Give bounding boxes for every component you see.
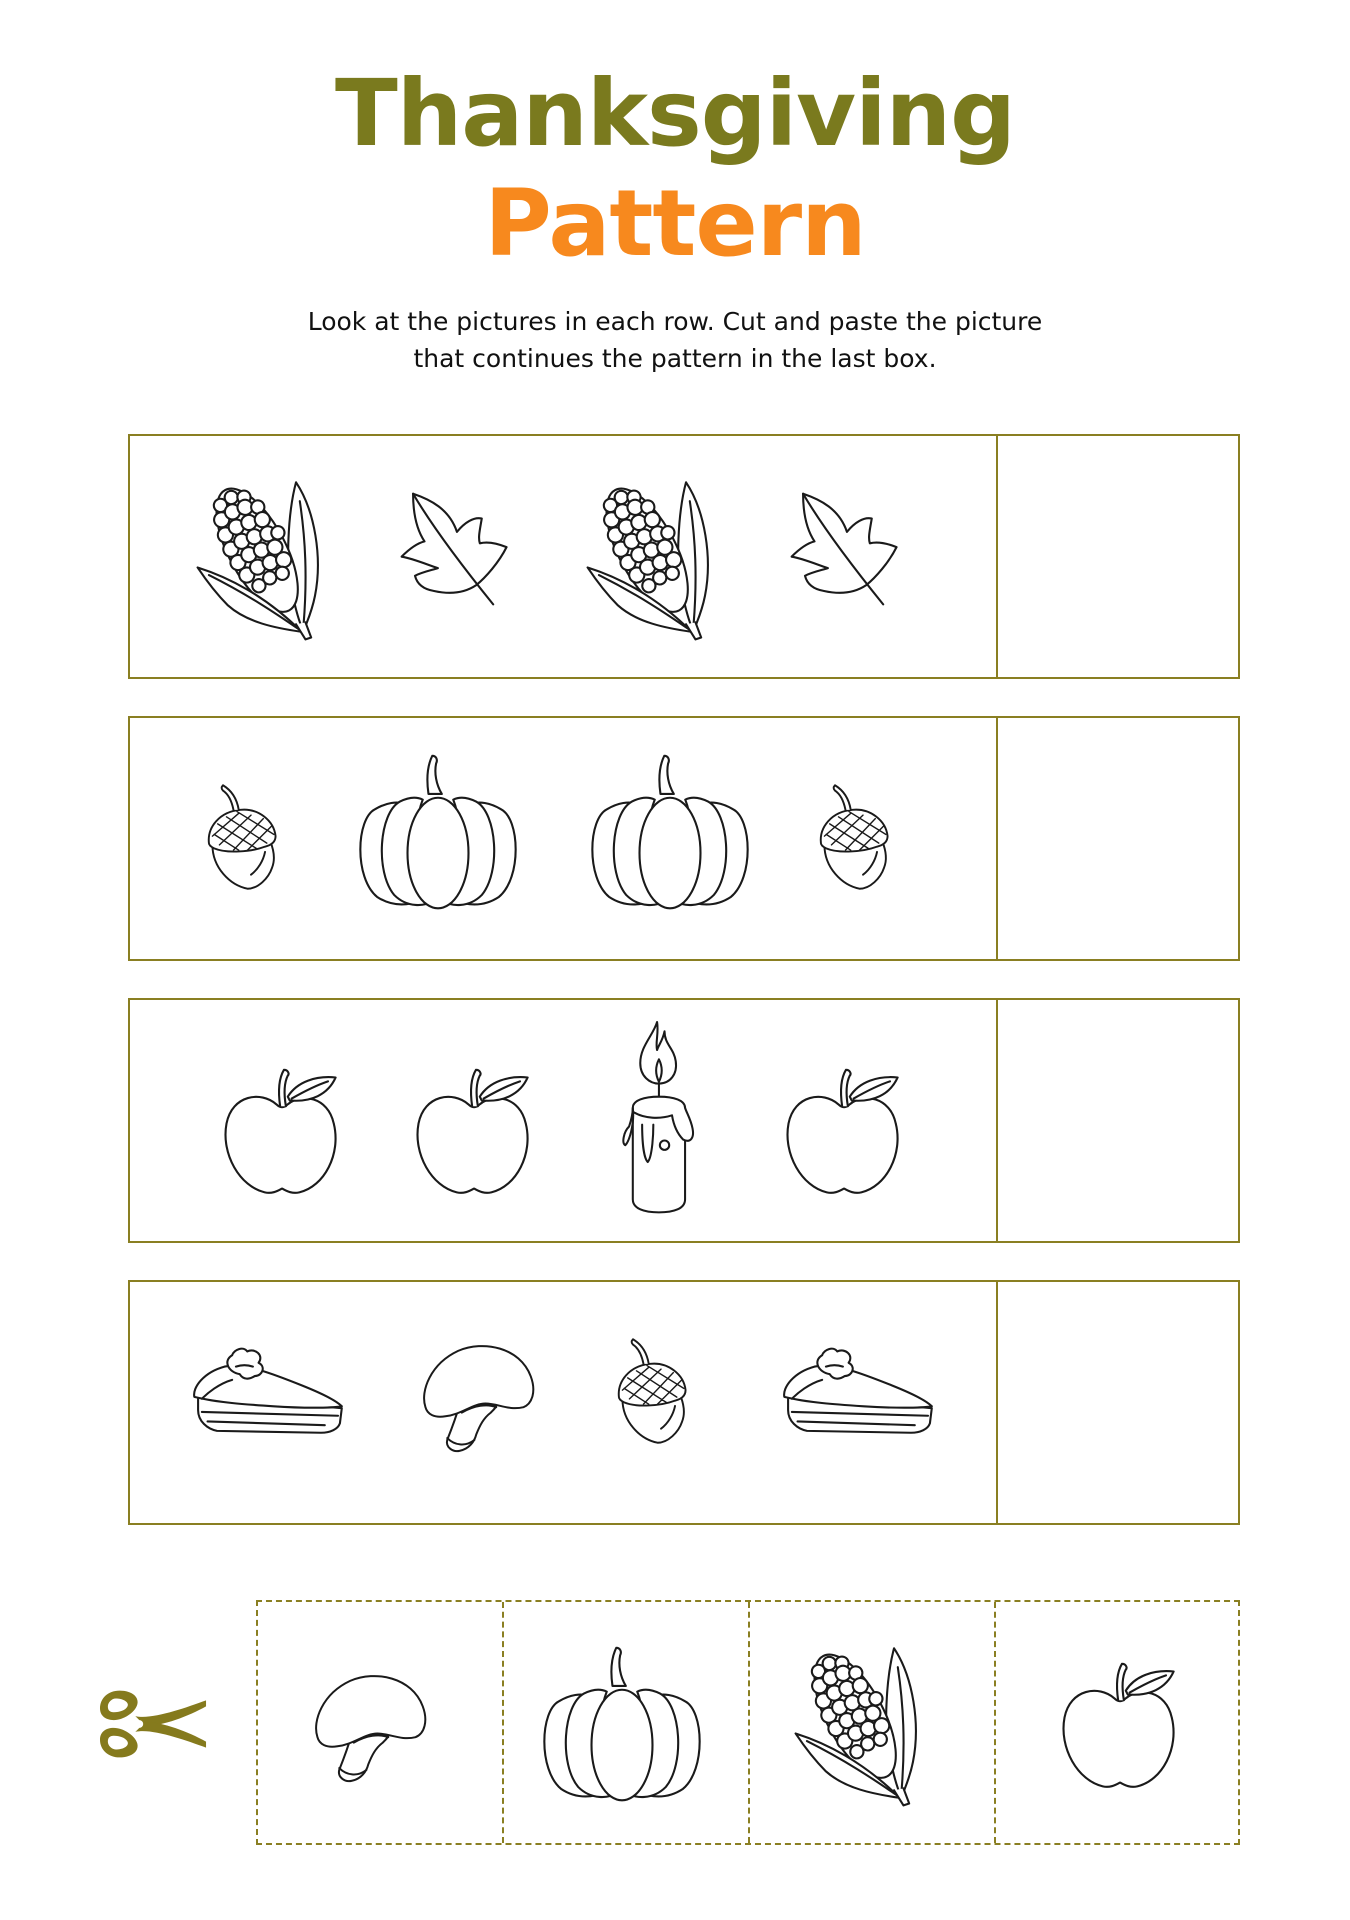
pumpkin-icon — [584, 752, 756, 914]
pattern-row-3 — [128, 998, 1240, 1243]
scissors-icon — [100, 1684, 208, 1764]
leaf-icon — [394, 488, 518, 612]
mushroom-icon — [420, 1340, 538, 1458]
answer-box-row-4[interactable] — [996, 1280, 1242, 1525]
acorn-icon — [610, 1334, 698, 1448]
apple-icon[interactable] — [1058, 1660, 1184, 1794]
leaf-icon — [784, 488, 908, 612]
cut-line — [994, 1602, 996, 1843]
pumpkin-icon — [352, 752, 524, 914]
pattern-row-4 — [128, 1280, 1240, 1525]
answer-box-row-1[interactable] — [996, 434, 1242, 679]
cutout-strip — [256, 1600, 1240, 1845]
instructions-line-1: Look at the pictures in each row. Cut and paste the picture — [307, 307, 1043, 336]
apple-icon — [412, 1066, 538, 1200]
instructions-line-2: that continues the pattern in the last box. — [413, 344, 937, 373]
pie-icon — [188, 1342, 350, 1446]
corn-icon — [190, 472, 332, 644]
answer-box-row-2[interactable] — [996, 716, 1242, 961]
answer-box-row-3[interactable] — [996, 998, 1242, 1243]
instructions — [0, 303, 1350, 377]
mushroom-icon[interactable] — [312, 1670, 430, 1788]
candle-icon — [616, 1020, 700, 1220]
apple-icon — [220, 1066, 346, 1200]
pumpkin-icon[interactable] — [536, 1644, 708, 1806]
acorn-icon — [200, 780, 288, 894]
pie-icon — [778, 1342, 940, 1446]
title-thanksgiving: Thanksgiving — [334, 60, 1016, 167]
acorn-icon — [812, 780, 900, 894]
pattern-row-2 — [128, 716, 1240, 961]
corn-icon — [580, 472, 722, 644]
corn-icon[interactable] — [788, 1638, 930, 1810]
cut-line — [748, 1602, 750, 1843]
title-pattern: Pattern — [484, 170, 866, 277]
apple-icon — [782, 1066, 908, 1200]
pattern-row-1 — [128, 434, 1240, 679]
cut-line — [502, 1602, 504, 1843]
